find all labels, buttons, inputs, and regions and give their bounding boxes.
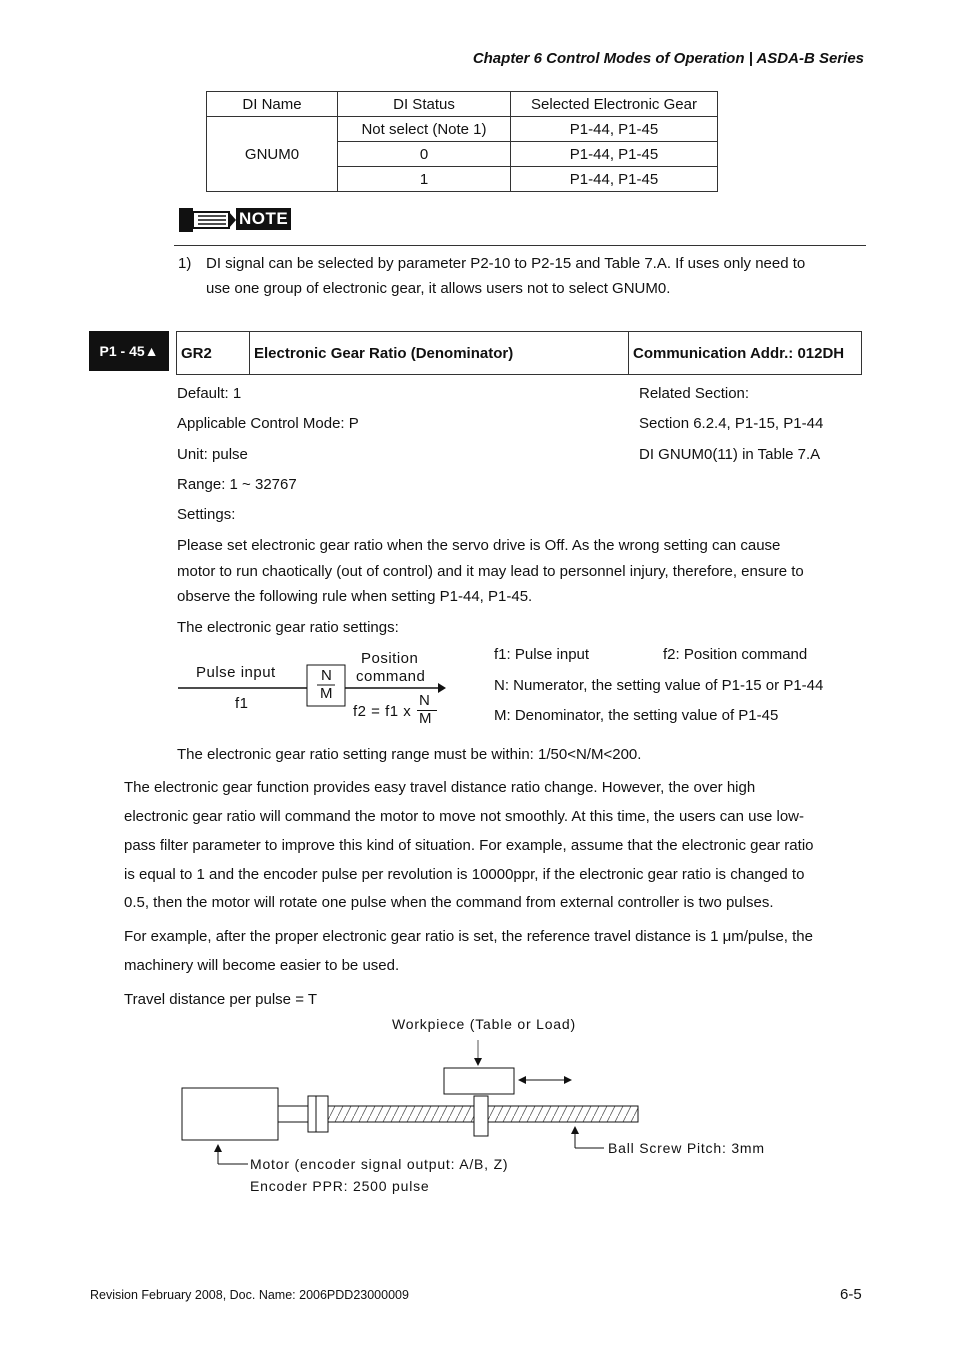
param-name: Electronic Gear Ratio (Denominator) <box>250 332 629 374</box>
motor-label: Motor (encoder signal output: A/B, Z) <box>250 1156 509 1172</box>
gear-label: Position <box>361 650 419 667</box>
table-cell: P1-44, P1-45 <box>511 167 718 192</box>
spec-mode: Applicable Control Mode: P <box>177 415 359 432</box>
note-text: DI signal can be selected by parameter P2-10 to P2-15 and Table 7.A. If uses only need to <box>206 255 806 272</box>
spec-settings: Settings: <box>177 506 236 523</box>
gear-formula: f2 = f1 x <box>353 703 412 720</box>
table-cell: GNUM0 <box>207 117 338 192</box>
gear-m: M <box>419 710 432 727</box>
gear-label: command <box>356 668 426 685</box>
di-table <box>206 91 718 192</box>
spec-default: Default: 1 <box>177 385 242 402</box>
gear-n: N <box>321 667 333 684</box>
table-header: DI Status <box>338 92 511 117</box>
page-header: Chapter 6 Control Modes of Operation | ASDA-B Series <box>472 50 864 67</box>
body-text: observe the following rule when setting P1-44, P1-45. <box>177 588 533 605</box>
legend-f2: f2: Position command <box>663 646 808 663</box>
related-item: Section 6.2.4, P1-15, P1-44 <box>639 415 824 432</box>
param-addr: Communication Addr.: 012DH <box>633 344 845 362</box>
ball-screw-diagram <box>178 1036 648 1170</box>
table-cell: P1-44, P1-45 <box>511 117 718 142</box>
body-text: motor to run chaotically (out of control) and it may lead to personnel injury, therefore, ensure to <box>177 563 804 580</box>
body-text: The electronic gear ratio setting range must be within: 1/50<N/M<200. <box>177 746 642 763</box>
table-header: DI Name <box>207 92 338 117</box>
gear-label: f1 <box>235 695 249 712</box>
pitch-label: Ball Screw Pitch: 3mm <box>608 1140 765 1156</box>
legend-n: N: Numerator, the setting value of P1-15 or P1-44 <box>494 677 824 694</box>
table-cell: P1-44, P1-45 <box>511 142 718 167</box>
related-title: Related Section: <box>639 385 750 402</box>
param-header <box>176 331 862 375</box>
divider <box>174 245 866 246</box>
table-cell: 1 <box>338 167 511 192</box>
param-label: P1 - 45▲ <box>89 331 169 371</box>
gear-n: N <box>419 692 431 709</box>
note-hand-icon <box>178 206 238 234</box>
note-number: 1) <box>178 255 192 272</box>
body-text: machinery will become easier to be used. <box>124 957 400 974</box>
body-text: 0.5, then the motor will rotate one pulse when the command from external controller is two pulses. <box>124 894 774 911</box>
body-text: pass filter parameter to improve this kind of situation. For example, assume that the electronic gear ratio <box>124 837 814 854</box>
spec-unit: Unit: pulse <box>177 446 248 463</box>
legend-f1: f1: Pulse input <box>494 646 590 663</box>
gear-m: M <box>320 685 333 702</box>
footer-left: Revision February 2008, Doc. Name: 2006PDD23000009 <box>90 1288 409 1302</box>
gear-label: Pulse input <box>196 664 276 681</box>
note-text: use one group of electronic gear, it allows users not to select GNUM0. <box>206 280 671 297</box>
body-text: Please set electronic gear ratio when the servo drive is Off. As the wrong setting can cause <box>177 537 781 554</box>
body-text: Travel distance per pulse = T <box>124 991 318 1008</box>
body-text: is equal to 1 and the encoder pulse per revolution is 10000ppr, if the electronic gear ratio is changed to <box>124 866 805 883</box>
related-item: DI GNUM0(11) in Table 7.A <box>639 446 821 463</box>
table-cell: Not select (Note 1) <box>338 117 511 142</box>
body-text: The electronic gear function provides easy travel distance ratio change. However, the over high <box>124 779 756 796</box>
note-badge: NOTE <box>236 208 291 230</box>
body-text: electronic gear ratio will command the motor to move not smoothly. At this time, the users can use low- <box>124 808 805 825</box>
body-text: For example, after the proper electronic gear ratio is set, the reference travel distance is 1 μm/pulse, the <box>124 928 813 945</box>
body-text: The electronic gear ratio settings: <box>177 619 399 636</box>
page-number: 6-5 <box>840 1286 862 1303</box>
table-header: Selected Electronic Gear <box>511 92 718 117</box>
encoder-label: Encoder PPR: 2500 pulse <box>250 1178 430 1194</box>
param-code: GR2 <box>177 332 250 374</box>
table-cell: 0 <box>338 142 511 167</box>
workpiece-label: Workpiece (Table or Load) <box>392 1016 576 1032</box>
legend-m: M: Denominator, the setting value of P1-45 <box>494 707 779 724</box>
spec-range: Range: 1 ~ 32767 <box>177 476 297 493</box>
